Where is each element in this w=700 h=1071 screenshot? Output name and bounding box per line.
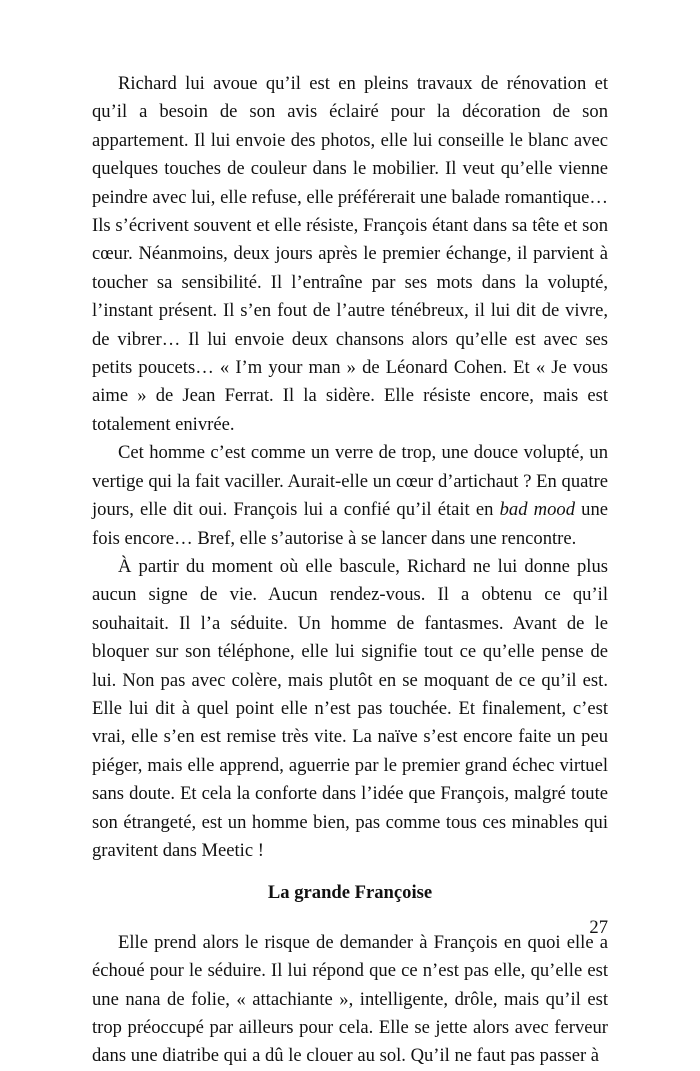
paragraph-2 (92, 439, 608, 553)
section-heading: La grande Françoise (267, 882, 433, 904)
paragraph-2-italic-phrase: bad mood (499, 499, 575, 521)
paragraph-4: Elle prend alors le risque de demander à François en quoi elle a échoué pour le séduire. Il lui répond que ce n’est pas elle, qu’elle est une nana de folie, « attachiante », intelligente, drôle, mais qu’il est trop préoccupé par ailleurs pour cela. Elle se jette alors avec ferveur dans une diatribe qui a dû le clouer au sol. Qu’il ne faut pas passer à (92, 931, 608, 1067)
page-number: 27 (589, 917, 608, 938)
paragraph-3: À partir du moment où elle bascule, Richard ne lui donne plus aucun signe de vie. Aucun rendez-vous. Il a obtenu ce qu’il souhaitait. Il l’a séduite. Un homme de fantasmes. Avant de le bloquer sur son téléphone, elle lui signifie tout ce qu’elle pense de lui. Non pas avec colère, mais plutôt en se moquant de ce qu’il est. Elle lui dit à quel point elle n’est pas touchée. Et finalement, c’est vrai, elle s’en est remise très vite. La naïve s’est encore faite un peu piéger, mais elle apprend, aguerrie par le premier grand échec virtuel sans doute. Et cela la conforte dans l’idée que François, malgré toute son étrangeté, est un homme bien, pas comme tous ces minables qui gravitent dans Meetic ! (92, 555, 608, 861)
paragraph-2-text-before: Cet homme c’est comme un verre de trop, une douce volupté, un vertige qui la fait vaciller. Aurait-elle un cœur d’artichaut ? En quatre jours, elle dit oui. François lui a confié qu’il était en (92, 442, 608, 521)
paragraph-2-text-after: une fois encore… Bref, elle s’autorise à se lancer dans une rencontre. (92, 499, 609, 549)
page-body (92, 70, 608, 1071)
paragraph-1: Richard lui avoue qu’il est en pleins travaux de rénovation et qu’il a besoin de son avis éclairé pour la décoration de son appartement. Il lui envoie des photos, elle lui conseille le blanc avec quelques touches de couleur dans le mobilier. Il veut qu’elle vienne peindre avec lui, elle refuse, elle préférerait une balade romantique… Ils s’écrivent souvent et elle résiste, François étant dans sa tête et son cœur. Néanmoins, deux jours après le premier échange, il parvient à toucher sa sensibilité. Il l’entraîne par ses mots dans la volupté, l’instant présent. Il s’en fout de l’autre ténébreux, il lui dit de vivre, de vibrer… Il lui envoie deux chansons alors qu’elle est avec ses petits poucets… « I’m your man » de Léonard Cohen. Et « Je vous aime » de Jean Ferrat. Il la sidère. Elle résiste encore, mais est totalement enivrée. (92, 73, 608, 435)
